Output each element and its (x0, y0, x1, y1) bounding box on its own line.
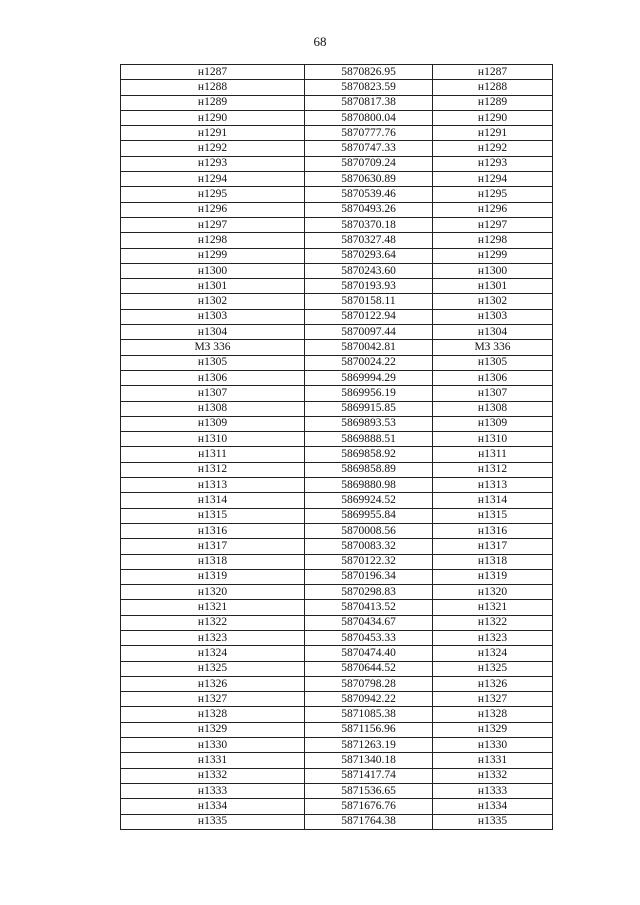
coordinate-cell: 5869858.92 (305, 447, 433, 462)
point-name-cell: н1303 (121, 309, 305, 324)
point-name-cell: н1322 (121, 615, 305, 630)
coordinate-cell: 5871340.18 (305, 753, 433, 768)
point-name-cell: н1329 (121, 722, 305, 737)
coordinate-cell: 5870008.56 (305, 523, 433, 538)
point-name-repeat-cell: н1317 (433, 539, 553, 554)
point-name-cell: н1306 (121, 370, 305, 385)
point-name-repeat-cell: н1322 (433, 615, 553, 630)
table-row (121, 156, 553, 171)
point-name-repeat-cell: н1296 (433, 202, 553, 217)
point-name-cell: н1317 (121, 539, 305, 554)
coordinate-cell: 5870644.52 (305, 661, 433, 676)
coordinate-cell: 5870122.94 (305, 309, 433, 324)
table-row (121, 248, 553, 263)
table-row (121, 707, 553, 722)
point-name-repeat-cell: н1290 (433, 110, 553, 125)
table-row (121, 416, 553, 431)
point-name-cell: н1318 (121, 554, 305, 569)
point-name-cell: н1298 (121, 233, 305, 248)
point-name-repeat-cell: н1306 (433, 370, 553, 385)
table-row (121, 738, 553, 753)
point-name-repeat-cell: н1312 (433, 462, 553, 477)
coordinate-cell: 5871263.19 (305, 738, 433, 753)
coordinate-cell: 5869858.89 (305, 462, 433, 477)
point-name-cell: н1297 (121, 217, 305, 232)
coordinate-cell: 5869888.51 (305, 432, 433, 447)
table-row (121, 65, 553, 80)
point-name-repeat-cell: н1320 (433, 585, 553, 600)
coordinates-table-body (121, 65, 553, 830)
table-row (121, 309, 553, 324)
point-name-repeat-cell: н1325 (433, 661, 553, 676)
table-row (121, 814, 553, 829)
coordinate-cell: 5871417.74 (305, 768, 433, 783)
table-row (121, 676, 553, 691)
point-name-repeat-cell: н1304 (433, 325, 553, 340)
point-name-cell: н1334 (121, 799, 305, 814)
point-name-repeat-cell: н1316 (433, 523, 553, 538)
point-name-cell: н1330 (121, 738, 305, 753)
point-name-cell: н1331 (121, 753, 305, 768)
table-row (121, 386, 553, 401)
coordinate-cell: 5870243.60 (305, 263, 433, 278)
point-name-cell: н1316 (121, 523, 305, 538)
table-row (121, 692, 553, 707)
point-name-repeat-cell: н1335 (433, 814, 553, 829)
coordinate-cell: 5870293.64 (305, 248, 433, 263)
table-row (121, 615, 553, 630)
coordinate-cell: 5870042.81 (305, 340, 433, 355)
table-row (121, 600, 553, 615)
point-name-cell: н1294 (121, 172, 305, 187)
table-row (121, 401, 553, 416)
table-row (121, 80, 553, 95)
point-name-repeat-cell: н1299 (433, 248, 553, 263)
point-name-repeat-cell: н1318 (433, 554, 553, 569)
point-name-repeat-cell: н1287 (433, 65, 553, 80)
coordinate-cell: 5869915.85 (305, 401, 433, 416)
point-name-cell: н1309 (121, 416, 305, 431)
point-name-cell: н1315 (121, 508, 305, 523)
point-name-repeat-cell: н1292 (433, 141, 553, 156)
point-name-repeat-cell: н1315 (433, 508, 553, 523)
point-name-cell: н1293 (121, 156, 305, 171)
point-name-cell: МЗ 336 (121, 340, 305, 355)
coordinate-cell: 5870747.33 (305, 141, 433, 156)
point-name-cell: н1299 (121, 248, 305, 263)
point-name-repeat-cell: н1314 (433, 493, 553, 508)
point-name-repeat-cell: н1298 (433, 233, 553, 248)
table-row (121, 753, 553, 768)
point-name-repeat-cell: н1307 (433, 386, 553, 401)
coordinate-cell: 5870083.32 (305, 539, 433, 554)
point-name-cell: н1320 (121, 585, 305, 600)
point-name-repeat-cell: н1319 (433, 569, 553, 584)
table-row (121, 187, 553, 202)
point-name-cell: н1290 (121, 110, 305, 125)
table-row (121, 217, 553, 232)
table-row (121, 539, 553, 554)
coordinate-cell: 5870453.33 (305, 630, 433, 645)
coordinate-cell: 5870122.32 (305, 554, 433, 569)
page-number: 68 (313, 34, 327, 49)
point-name-cell: н1307 (121, 386, 305, 401)
table-row (121, 462, 553, 477)
coordinate-cell: 5870493.26 (305, 202, 433, 217)
coordinate-cell: 5869955.84 (305, 508, 433, 523)
point-name-cell: н1296 (121, 202, 305, 217)
point-name-cell: н1308 (121, 401, 305, 416)
table-row (121, 799, 553, 814)
coordinate-cell: 5871536.65 (305, 783, 433, 798)
table-row (121, 768, 553, 783)
coordinate-cell: 5870817.38 (305, 95, 433, 110)
coordinate-cell: 5870539.46 (305, 187, 433, 202)
point-name-cell: н1319 (121, 569, 305, 584)
coordinate-cell: 5870097.44 (305, 325, 433, 340)
coordinate-cell: 5870798.28 (305, 676, 433, 691)
coordinate-cell: 5870942.22 (305, 692, 433, 707)
point-name-cell: н1304 (121, 325, 305, 340)
point-name-cell: н1321 (121, 600, 305, 615)
point-name-repeat-cell: н1311 (433, 447, 553, 462)
point-name-repeat-cell: н1295 (433, 187, 553, 202)
point-name-repeat-cell: н1305 (433, 355, 553, 370)
table-row (121, 141, 553, 156)
table-row (121, 340, 553, 355)
coordinate-cell: 5870158.11 (305, 294, 433, 309)
point-name-cell: н1314 (121, 493, 305, 508)
table-row (121, 110, 553, 125)
table-row (121, 585, 553, 600)
coordinate-cell: 5870413.52 (305, 600, 433, 615)
point-name-repeat-cell: н1310 (433, 432, 553, 447)
table-row (121, 95, 553, 110)
point-name-cell: н1310 (121, 432, 305, 447)
table-row (121, 478, 553, 493)
point-name-cell: н1292 (121, 141, 305, 156)
table-row (121, 630, 553, 645)
point-name-repeat-cell: н1297 (433, 217, 553, 232)
point-name-repeat-cell: н1331 (433, 753, 553, 768)
coordinate-cell: 5870370.18 (305, 217, 433, 232)
point-name-repeat-cell: н1328 (433, 707, 553, 722)
coordinate-cell: 5870298.83 (305, 585, 433, 600)
table-row (121, 126, 553, 141)
table-row (121, 447, 553, 462)
table-row (121, 661, 553, 676)
point-name-repeat-cell: н1303 (433, 309, 553, 324)
point-name-repeat-cell: н1289 (433, 95, 553, 110)
coordinate-cell: 5871676.76 (305, 799, 433, 814)
point-name-cell: н1332 (121, 768, 305, 783)
table-row (121, 355, 553, 370)
point-name-repeat-cell: н1294 (433, 172, 553, 187)
coordinate-cell: 5870196.34 (305, 569, 433, 584)
table-row (121, 202, 553, 217)
point-name-repeat-cell: н1301 (433, 279, 553, 294)
point-name-cell: н1287 (121, 65, 305, 80)
point-name-repeat-cell: н1327 (433, 692, 553, 707)
point-name-repeat-cell: н1332 (433, 768, 553, 783)
coordinate-cell: 5870327.48 (305, 233, 433, 248)
table-row (121, 233, 553, 248)
point-name-cell: н1326 (121, 676, 305, 691)
coordinate-cell: 5869994.29 (305, 370, 433, 385)
point-name-repeat-cell: н1326 (433, 676, 553, 691)
coordinate-cell: 5870193.93 (305, 279, 433, 294)
point-name-cell: н1312 (121, 462, 305, 477)
point-name-repeat-cell: н1334 (433, 799, 553, 814)
point-name-repeat-cell: н1309 (433, 416, 553, 431)
table-row (121, 172, 553, 187)
coordinate-cell: 5870800.04 (305, 110, 433, 125)
table-row (121, 263, 553, 278)
point-name-cell: н1291 (121, 126, 305, 141)
point-name-repeat-cell: н1300 (433, 263, 553, 278)
table-row (121, 493, 553, 508)
coordinate-cell: 5869956.19 (305, 386, 433, 401)
point-name-repeat-cell: МЗ 336 (433, 340, 553, 355)
point-name-repeat-cell: н1330 (433, 738, 553, 753)
point-name-cell: н1328 (121, 707, 305, 722)
point-name-repeat-cell: н1333 (433, 783, 553, 798)
point-name-cell: н1288 (121, 80, 305, 95)
coordinate-cell: 5870434.67 (305, 615, 433, 630)
point-name-cell: н1295 (121, 187, 305, 202)
point-name-cell: н1289 (121, 95, 305, 110)
point-name-repeat-cell: н1321 (433, 600, 553, 615)
coordinate-cell: 5869880.98 (305, 478, 433, 493)
point-name-cell: н1323 (121, 630, 305, 645)
coordinates-table (120, 64, 553, 830)
coordinate-cell: 5870474.40 (305, 646, 433, 661)
coordinate-cell: 5869924.52 (305, 493, 433, 508)
point-name-repeat-cell: н1329 (433, 722, 553, 737)
table-row (121, 370, 553, 385)
table-row (121, 569, 553, 584)
table-row (121, 279, 553, 294)
point-name-cell: н1324 (121, 646, 305, 661)
point-name-cell: н1305 (121, 355, 305, 370)
table-row (121, 432, 553, 447)
coordinate-cell: 5870024.22 (305, 355, 433, 370)
point-name-repeat-cell: н1302 (433, 294, 553, 309)
table-row (121, 325, 553, 340)
table-row (121, 783, 553, 798)
table-row (121, 508, 553, 523)
coordinate-cell: 5870777.76 (305, 126, 433, 141)
table-row (121, 722, 553, 737)
point-name-repeat-cell: н1313 (433, 478, 553, 493)
point-name-cell: н1325 (121, 661, 305, 676)
coordinate-cell: 5870709.24 (305, 156, 433, 171)
table-row (121, 523, 553, 538)
point-name-repeat-cell: н1293 (433, 156, 553, 171)
point-name-repeat-cell: н1324 (433, 646, 553, 661)
point-name-cell: н1311 (121, 447, 305, 462)
coordinate-cell: 5871156.96 (305, 722, 433, 737)
point-name-repeat-cell: н1308 (433, 401, 553, 416)
point-name-cell: н1333 (121, 783, 305, 798)
point-name-cell: н1313 (121, 478, 305, 493)
point-name-repeat-cell: н1291 (433, 126, 553, 141)
coordinate-cell: 5870826.95 (305, 65, 433, 80)
point-name-cell: н1327 (121, 692, 305, 707)
coordinate-cell: 5870823.59 (305, 80, 433, 95)
coordinate-cell: 5870630.89 (305, 172, 433, 187)
coordinate-cell: 5871764.38 (305, 814, 433, 829)
point-name-cell: н1301 (121, 279, 305, 294)
table-row (121, 646, 553, 661)
point-name-cell: н1300 (121, 263, 305, 278)
point-name-repeat-cell: н1288 (433, 80, 553, 95)
table-row (121, 554, 553, 569)
coordinate-cell: 5869893.53 (305, 416, 433, 431)
coordinate-cell: 5871085.38 (305, 707, 433, 722)
point-name-cell: н1302 (121, 294, 305, 309)
table-row (121, 294, 553, 309)
point-name-repeat-cell: н1323 (433, 630, 553, 645)
point-name-cell: н1335 (121, 814, 305, 829)
